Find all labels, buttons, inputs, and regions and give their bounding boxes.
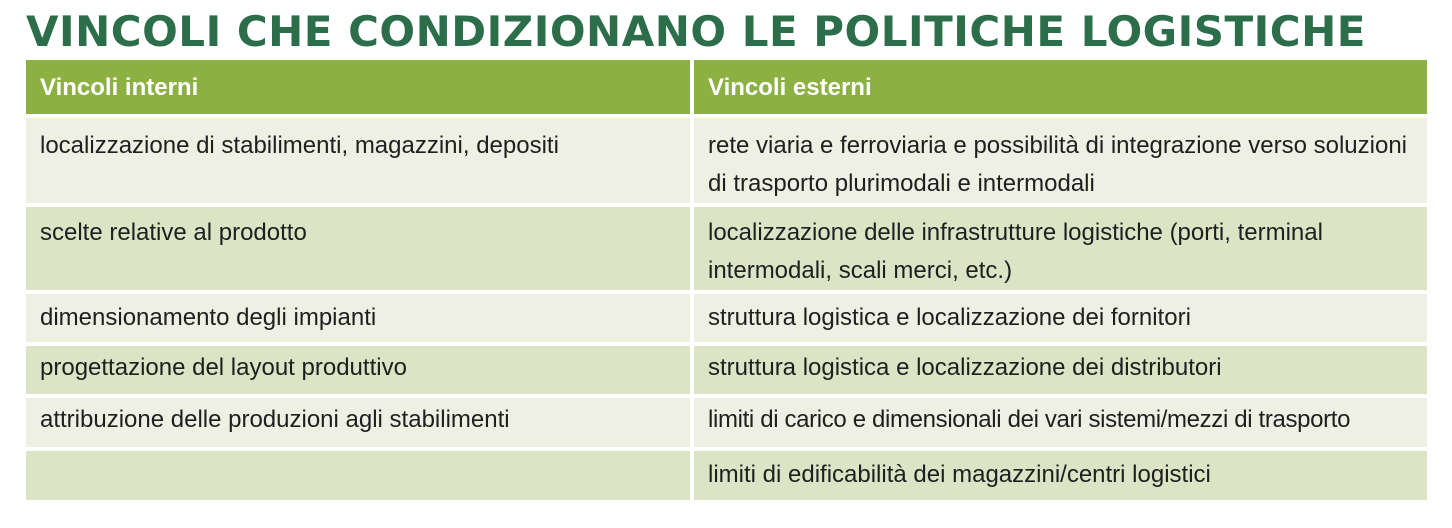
internal-constraint-cell: scelte relative al prodotto	[26, 207, 690, 290]
external-constraint-cell: rete viaria e ferroviaria e possibilità di integrazione verso soluzioni di trasporto plurimodali e intermodali	[694, 118, 1427, 203]
table-row	[26, 398, 1427, 447]
external-constraint-cell: localizzazione delle infrastrutture logistiche (porti, terminal intermodali, scali merci, etc.)	[694, 207, 1427, 290]
table-row	[26, 294, 1427, 342]
table-row	[26, 451, 1427, 500]
external-constraint-cell: limiti di edificabilità dei magazzini/centri logistici	[694, 451, 1427, 500]
table-row	[26, 118, 1427, 203]
internal-constraint-cell: localizzazione di stabilimenti, magazzini, depositi	[26, 118, 690, 203]
header-internal-constraints: Vincoli interni	[26, 60, 690, 114]
external-constraint-cell: limiti di carico e dimensionali dei vari sistemi/mezzi di trasporto	[694, 398, 1427, 447]
internal-constraint-cell	[26, 451, 690, 500]
table-header-row	[26, 60, 1427, 114]
table-row	[26, 207, 1427, 290]
page-title: VINCOLI CHE CONDIZIONANO LE POLITICHE LOGISTICHE	[26, 7, 1366, 56]
internal-constraint-cell: dimensionamento degli impianti	[26, 294, 690, 342]
header-external-constraints: Vincoli esterni	[694, 60, 1427, 114]
table-row	[26, 346, 1427, 394]
internal-constraint-cell: attribuzione delle produzioni agli stabilimenti	[26, 398, 690, 447]
constraints-table	[26, 60, 1427, 500]
internal-constraint-cell: progettazione del layout produttivo	[26, 346, 690, 394]
external-constraint-cell: struttura logistica e localizzazione dei fornitori	[694, 294, 1427, 342]
external-constraint-cell: struttura logistica e localizzazione dei distributori	[694, 346, 1427, 394]
